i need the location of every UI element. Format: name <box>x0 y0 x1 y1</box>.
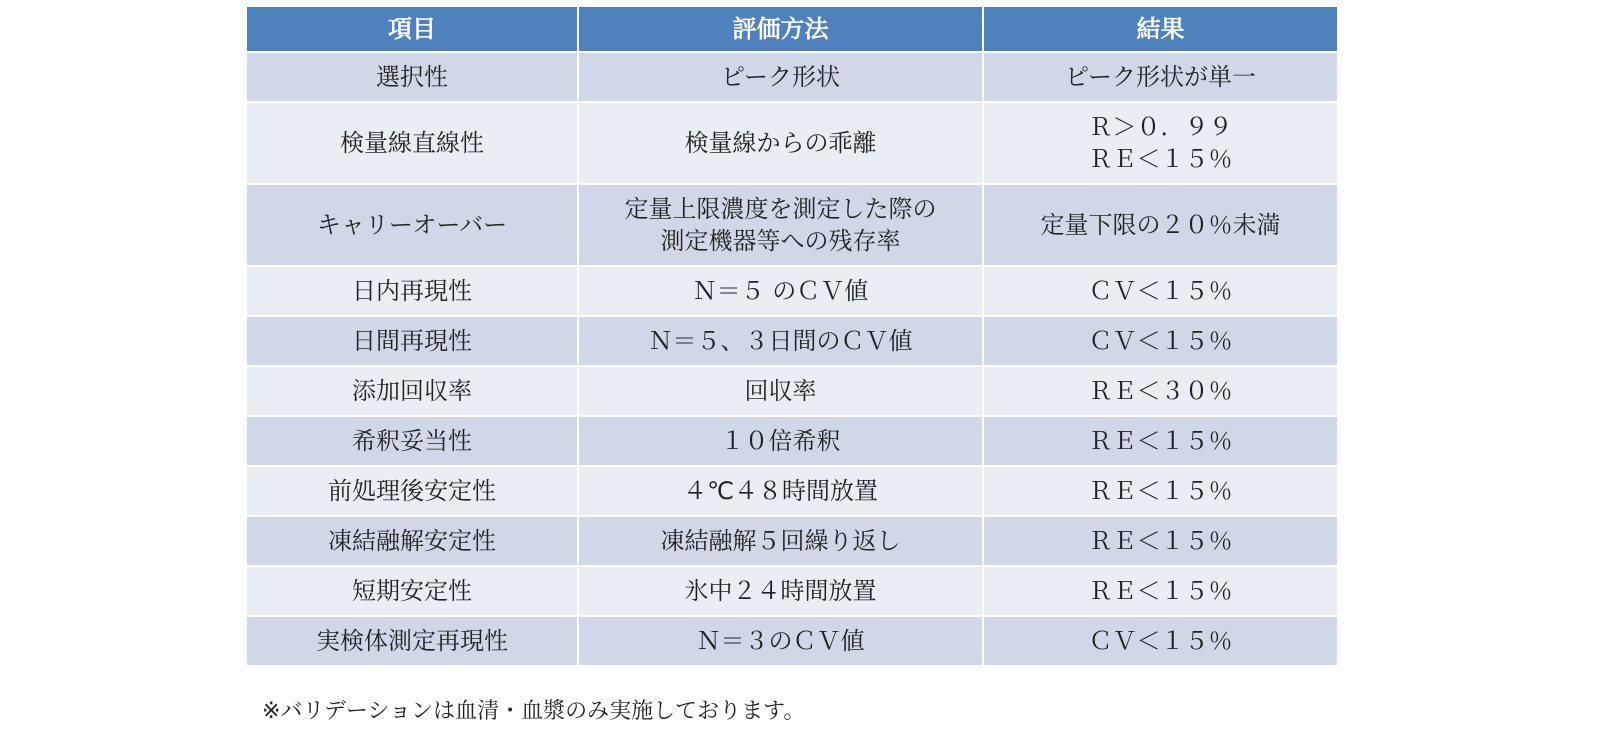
validation-table <box>245 5 1339 667</box>
header-result: 結果 <box>983 6 1338 52</box>
method-line: １０倍希釈 <box>720 427 841 455</box>
row-method <box>578 416 983 466</box>
row-item: 選択性 <box>246 52 578 102</box>
table-body <box>246 52 1338 666</box>
result-line: ＣＶ＜１５％ <box>1088 327 1233 355</box>
row-result <box>983 366 1338 416</box>
row-method <box>578 366 983 416</box>
row-method <box>578 516 983 566</box>
result-line: ＲＥ＜１５％ <box>1088 145 1233 173</box>
method-line: 凍結融解５回繰り返し <box>660 527 901 555</box>
row-item: 短期安定性 <box>246 566 578 616</box>
table-row <box>246 102 1338 184</box>
result-line: Ｒ＞０．９９ <box>1088 113 1233 141</box>
result-line: 定量下限の２０％未満 <box>1040 211 1281 239</box>
row-item: 実検体測定再現性 <box>246 616 578 666</box>
result-line: ＣＶ＜１５％ <box>1088 277 1233 305</box>
method-line: Ｎ＝５ のＣＶ値 <box>692 277 869 305</box>
row-item: 日間再現性 <box>246 316 578 366</box>
row-result <box>983 516 1338 566</box>
table-row <box>246 184 1338 266</box>
header-method: 評価方法 <box>578 6 983 52</box>
result-line: ＲＥ＜３０％ <box>1088 377 1233 405</box>
row-method <box>578 102 983 184</box>
header-item: 項目 <box>246 6 578 52</box>
row-item: 日内再現性 <box>246 266 578 316</box>
row-result <box>983 416 1338 466</box>
row-result <box>983 616 1338 666</box>
row-result <box>983 266 1338 316</box>
row-item: 希釈妥当性 <box>246 416 578 466</box>
method-line: Ｎ＝５、３日間のＣＶ値 <box>648 327 913 355</box>
row-result <box>983 466 1338 516</box>
method-line: 氷中２４時間放置 <box>684 577 877 605</box>
method-line: 定量上限濃度を測定した際の <box>624 195 937 223</box>
row-result <box>983 184 1338 266</box>
table-header-row <box>246 6 1338 52</box>
method-line: 回収率 <box>744 377 817 405</box>
row-method <box>578 616 983 666</box>
table-row <box>246 366 1338 416</box>
result-line: ＲＥ＜１５％ <box>1088 427 1233 455</box>
row-item: 前処理後安定性 <box>246 466 578 516</box>
row-item: 凍結融解安定性 <box>246 516 578 566</box>
method-line: ピーク形状 <box>720 63 841 91</box>
row-result <box>983 316 1338 366</box>
method-line: 検量線からの乖離 <box>684 129 877 157</box>
table-row <box>246 466 1338 516</box>
row-method <box>578 466 983 516</box>
row-result <box>983 566 1338 616</box>
table-row <box>246 616 1338 666</box>
row-item: キャリーオーバー <box>246 184 578 266</box>
result-line: ＣＶ＜１５％ <box>1088 627 1233 655</box>
footnote: ※バリデーションは血清・血漿のみ実施しております。 <box>262 699 806 724</box>
row-method <box>578 566 983 616</box>
table-row <box>246 566 1338 616</box>
row-item: 検量線直線性 <box>246 102 578 184</box>
table-row <box>246 516 1338 566</box>
result-line: ＲＥ＜１５％ <box>1088 477 1233 505</box>
result-line: ピーク形状が単一 <box>1064 63 1257 91</box>
row-method <box>578 184 983 266</box>
result-line: ＲＥ＜１５％ <box>1088 527 1233 555</box>
row-result <box>983 102 1338 184</box>
method-line: 測定機器等への残存率 <box>660 227 901 255</box>
method-line: Ｎ＝３のＣＶ値 <box>696 627 865 655</box>
row-item: 添加回収率 <box>246 366 578 416</box>
table-row <box>246 266 1338 316</box>
row-result <box>983 52 1338 102</box>
row-method <box>578 266 983 316</box>
table-row <box>246 316 1338 366</box>
row-method <box>578 316 983 366</box>
method-line: ４℃４８時間放置 <box>683 477 878 505</box>
table-row <box>246 52 1338 102</box>
row-method <box>578 52 983 102</box>
result-line: ＲＥ＜１５％ <box>1088 577 1233 605</box>
table-row <box>246 416 1338 466</box>
